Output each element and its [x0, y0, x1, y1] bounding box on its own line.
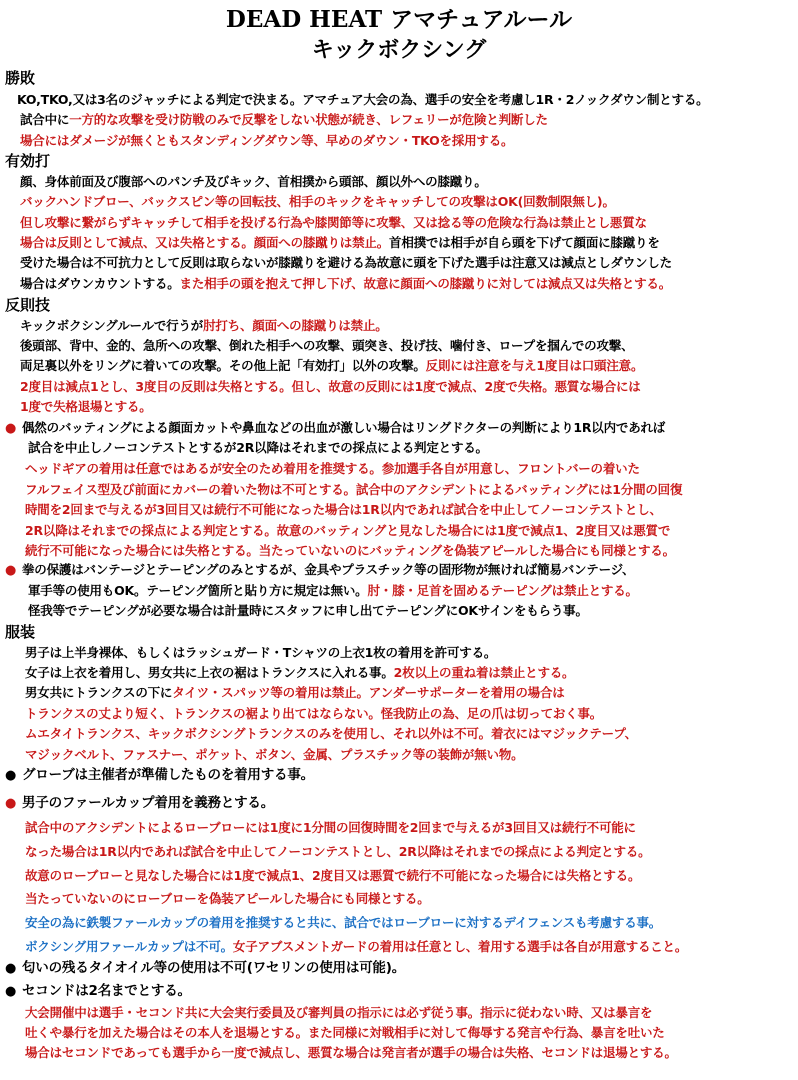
rule-line: 軍手等の使用もOK。テーピング箇所と貼り方に規定は無い。肘・膝・足首を固めるテーピングは禁止とする。	[28, 583, 638, 598]
bullet-icon: ●	[5, 563, 17, 578]
heading-fukuso: 服装	[5, 623, 36, 641]
rule-line: 2R以降はそれまでの採点による判定とする。故意のバッティングと見なした場合には1度で減点1、2度目又は悪質で	[25, 523, 671, 538]
rule-line: 吐くや暴行を加えた場合はその本人を退場とする。また同様に対戦相手に対して侮辱する発言や行為、暴言を吐いた	[25, 1025, 665, 1040]
page-subtitle: キックボクシング	[311, 38, 487, 63]
rule-line: ムエタイトランクス、キックボクシングトランクスのみを使用し、それ以外は不可。着衣にはマジックテープ、	[25, 726, 637, 741]
rule-line: 怪我等でテーピングが必要な場合は計量時にスタッフに申し出てテーピングにOKサインをもらう事。	[28, 603, 588, 618]
rule-line: マジックベルト、ファスナー、ポケット、ボタン、金属、プラスチック等の装飾が無い物。	[25, 747, 524, 762]
rule-line: 場合にはダメージが無くともスタンディングダウン等、早めのダウン・TKOを採用する。	[20, 133, 514, 148]
rule-line: 男女共にトランクスの下にタイツ・スパッツ等の着用は禁止。アンダーサポーターを着用の場合は	[25, 685, 565, 700]
rule-line: 試合を中止しノーコンテストとするが2R以降はそれまでの採点による判定とする。	[28, 440, 488, 455]
rule-line: 安全の為に鉄製ファールカップの着用を推奨すると共に、試合ではローブローに対するデイフェンスも考慮する事。	[25, 915, 662, 930]
rule-line: 男子は上半身裸体、もしくはラッシュガード・Tシャツの上衣1枚の着用を許可する。	[25, 645, 497, 660]
rule-line: 後頭部、背中、金的、急所への攻撃、倒れた相手への攻撃、頭突き、投げ技、噛付き、ロープを掴んでの攻撃、	[20, 338, 634, 353]
rule-line: セコンドは2名までとする。	[22, 983, 191, 999]
rule-line: 試合中のアクシデントによるローブローには1度に1分間の回復時間を2回まで与えるが3回目又は続行不可能に	[25, 820, 636, 835]
rule-line: フルフェイス型及び前面にカバーの着いた物は不可とする。試合中のアクシデントによるバッティングには1分間の回復	[25, 482, 683, 497]
rule-line: 受けた場合は不可抗力として反則は取らないが膝蹴りを避ける為故意に頭を下げた選手は注意又は減点としダウンした	[20, 255, 672, 270]
rule-line: 1度で失格退場とする。	[20, 399, 152, 414]
rule-line: ヘッドギアの着用は任意ではあるが安全のため着用を推奨する。参加選手各自が用意し、フロントバーの着いた	[25, 461, 640, 476]
rule-line: ボクシング用ファールカップは不可。女子アブスメントガードの着用は任意とし、着用する選手は各自が用意すること。	[25, 939, 688, 954]
rule-line: 匂いの残るタイオイル等の使用は不可(ワセリンの使用は可能)。	[22, 960, 405, 976]
bullet-icon: ●	[5, 961, 17, 976]
heading-hansokuwaza: 反則技	[5, 296, 51, 314]
rule-line: 故意のローブローと見なした場合には1度で減点1、2度目又は悪質で続行不可能になった場合には失格とする。	[25, 868, 641, 883]
rule-line: 男子のファールカップ着用を義務とする。	[22, 795, 275, 811]
rule-line: 大会開催中は選手・セコンド共に大会実行委員及び審判員の指示には必ず従う事。指示に従わない時、又は暴言を	[25, 1005, 653, 1020]
rule-line: トランクスの丈より短く、トランクスの裾より出てはならない。怪我防止の為、足の爪は切っておく事。	[25, 706, 603, 721]
rule-line: バックハンドブロー、バックスピン等の回転技、相手のキックをキャッチしての攻撃はOK(回数制限無し)。	[20, 194, 615, 209]
bullet-icon: ●	[5, 984, 17, 999]
rule-line: 場合はセコンドであっても選手から一度で減点し、悪質な場合は発言者が選手の場合は失格、セコンドは退場とする。	[25, 1045, 677, 1060]
page-title: DEAD HEAT アマチュアルール	[225, 6, 573, 33]
rule-line: 場合は反則として減点、又は失格とする。顔面への膝蹴りは禁止。首相撲では相手が自ら頭を下げて顔面に膝蹴りを	[20, 235, 660, 250]
heading-yukoda: 有効打	[5, 152, 51, 170]
rule-line: 両足裏以外をリングに着いての攻撃。その他上記「有効打」以外の攻撃。反則には注意を与え1度目は口頭注意。	[20, 358, 644, 373]
bullet-icon: ●	[5, 768, 17, 783]
rule-line: 時間を2回まで与えるが3回目又は続行不可能になった場合は1R以内であれば試合を中止してノーコンテストとし、	[25, 502, 662, 517]
rule-line: 女子は上衣を着用し、男女共に上衣の裾はトランクスに入れる事。2枚以上の重ね着は禁止とする。	[25, 665, 575, 680]
rule-line: キックボクシングルールで行うが肘打ち、顔面への膝蹴りは禁止。	[20, 318, 388, 333]
rule-line: 顔、身体前面及び腹部へのパンチ及びキック、首相撲から頭部、顔以外への膝蹴り。	[20, 174, 487, 189]
rule-line: 但し攻撃に繋がらずキャッチして相手を投げる行為や膝関節等に攻撃、又は捻る等の危険な行為は禁止とし悪質な	[20, 215, 647, 230]
rule-line: 2度目は減点1とし、3度目の反則は失格とする。但し、故意の反則には1度で減点、2度で失格。悪質な場合には	[20, 379, 641, 394]
rule-line: 続行不可能になった場合には失格とする。当たっていないのにバッティングを偽装アピールした場合にも同様とする。	[25, 543, 675, 558]
bullet-icon: ●	[5, 421, 17, 436]
heading-shohai: 勝敗	[5, 69, 36, 87]
rule-line: 場合はダウンカウントする。また相手の頭を抱えて押し下げ、故意に顔面への膝蹴りに対しては減点又は失格とする。	[20, 276, 672, 291]
rule-line: グローブは主催者が準備したものを着用する事。	[22, 767, 314, 783]
rule-line: 拳の保護はバンテージとテーピングのみとするが、金具やプラスチック等の固形物が無ければ簡易バンテージ、	[22, 562, 635, 577]
rule-line: KO,TKO,又は3名のジャッチによる判定で決まる。アマチュア大会の為、選手の安全を考慮し1R・2ノックダウン制とする。	[17, 92, 709, 107]
bullet-icon: ●	[5, 796, 17, 811]
rule-line: 当たっていないのにローブローを偽装アピールした場合にも同様とする。	[25, 891, 430, 906]
rule-line: なった場合は1R以内であれば試合を中止してノーコンテストとし、2R以降はそれまでの採点による判定とする。	[25, 844, 651, 859]
rule-line: 試合中に一方的な攻撃を受け防戦のみで反撃をしない状態が続き、レフェリーが危険と判断した	[20, 112, 548, 127]
rule-line: 偶然のバッティングによる顔面カットや鼻血などの出血が激しい場合はリングドクターの判断により1R以内であれば	[22, 420, 666, 435]
